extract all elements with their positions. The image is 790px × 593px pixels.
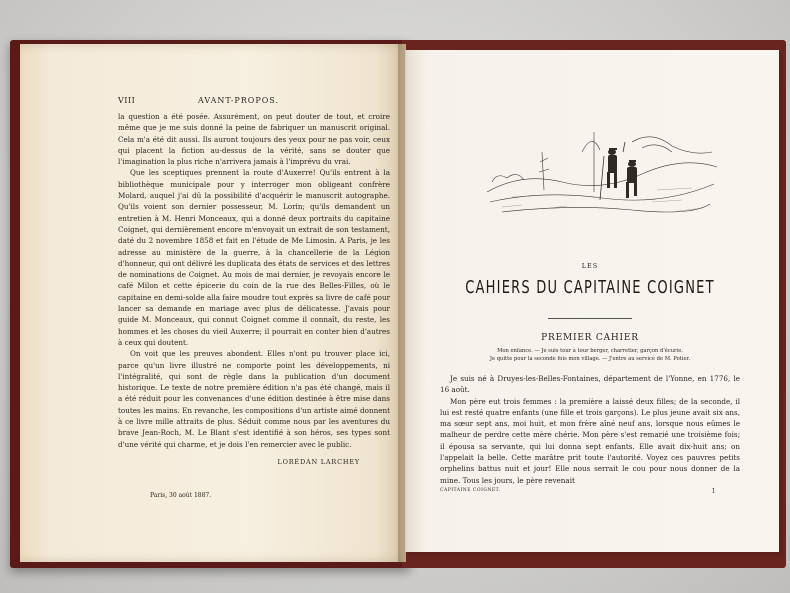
book-title: CAHIERS DU CAPITAINE COIGNET bbox=[465, 278, 715, 298]
right-page-text bbox=[440, 373, 740, 486]
footer-title: CAPITAINE COIGNET. bbox=[440, 487, 501, 493]
epigraph bbox=[440, 347, 740, 363]
epigraph-line-2: Je quitte pour la seconde fois mon village. — J'entre au service de M. Potier. bbox=[489, 356, 691, 362]
title-article: LES bbox=[581, 262, 599, 270]
left-page-content bbox=[118, 96, 390, 499]
book-gutter bbox=[398, 44, 408, 562]
signature: LORÉDAN LARCHEY bbox=[277, 457, 360, 466]
epigraph-line-1: Mon enfance. — Je suis tour à tour berger, charretier, garçon d'écurie. bbox=[497, 348, 683, 354]
left-paragraph-1: la question a été posée. Assurément, on peut douter de tout, et croire même que je me suis donné la peine de fabriquer un manuscrit original. Cela m'a été dit aussi. Ils auront toujours des yeux pour ne pas voir, ceux qui placent la fiction au-dessus de la vérité, sans se douter que l'imagination la plus riche n'arrivera jamais à l'imprévu du vrai. bbox=[118, 112, 390, 167]
left-page-header bbox=[118, 96, 390, 105]
left-page-text bbox=[118, 111, 390, 450]
left-paragraph-2: Que les sceptiques prennent la route d'Auxerre! Qu'ils entrent à la bibliothèque municipale pour y interroger mon obligeant confrère Molard, auquel j'ai dû la possibilité d'acquérir le manuscrit autographe. Qu'ils voient son dernier possesseur, M. Lorin; qu'ils demandent un entretien à M. Henri Monceaux, qui a donné deux portraits du capitaine Coignet, qui dernièrement encore m'envoyait un extrait de son testament, daté du 2 novembre 1858 et fait en l'étude de Me Limosin. A Paris, je les adresse au ministère de la guerre, à la chancellerie de la Légion d'honneur, qui ont délivré les duplicata des états de services et des lettres de nominations de Coignet. Au mois de mai dernier, je revoyais encore le café Milon et cette épicerie du coin de la rue des Belles-Filles, où le capitaine en demi-solde alla faire moudre tout exprès sa livre de café pour lancer sa demande en mariage avec plus de délicatesse. J'avais pour guide M. Monceaux, qui connut Coignet comme il connaît, du reste, les hommes et les choses du vieil Auxerre; il pourrait en conter bien d'autres à ceux qui doutent. bbox=[118, 168, 391, 347]
left-paragraph-3: On voit que les preuves abondent. Elles n'ont pu trouver place ici, parce qu'un livre illustré ne comporte point les développements, ni l'intégralité, qui sont de règle dans la publication d'un document historique. Le texte de notre première édition n'a pas été changé, mais il a été réduit pour les convenances d'une édition destinée à être mise dans toutes les mains. En revanche, les compositions d'un artiste aimé donnent à ce livre mille attraits de plus. Séduit comme nous par les aventures du brave Jean-Roch, M. Le Blant s'est identifié à son héros, ses types sont d'une vérité qui charme, et je dois l'en remercier avec le public. bbox=[118, 349, 390, 449]
right-paragraph-1: Je suis né à Druyes-les-Belles-Fontaines, département de l'Yonne, en 1776, le 16 août. bbox=[440, 374, 740, 395]
page-footer bbox=[440, 488, 740, 495]
footer-page-number: 1 bbox=[711, 487, 716, 495]
left-page-number: VIII bbox=[118, 96, 136, 105]
right-paragraph-2: Mon père eut trois femmes : la première a laissé deux filles; de la seconde, il lui est resté quatre enfants (une fille et trois garçons). Le plus jeune avait six ans, ma sœur sept ans, moi huit, et mon frère aîné neuf ans, lorsque nous eûmes le malheur de perdre cette mère chérie. Mon père s'est remarié une troisième fois; il épousa sa servante, qui lui donna sept enfants. Elle avait dix-huit ans; on l'appelait la belle. Cette marâtre prit toute l'autorité. Voyez ces pauvres petits orphelins battus nuit et jour! Elle nous serrait le cou pour nous donner de la mine. Tous les jours, le père revenait bbox=[440, 396, 740, 485]
right-page-content bbox=[440, 112, 740, 495]
title-rule bbox=[548, 318, 632, 319]
engraving-illustration bbox=[482, 112, 722, 222]
date-line: Paris, 30 août 1887. bbox=[150, 491, 212, 499]
left-running-title: AVANT-PROPOS. bbox=[198, 96, 280, 105]
section-heading: PREMIER CAHIER bbox=[541, 333, 639, 343]
